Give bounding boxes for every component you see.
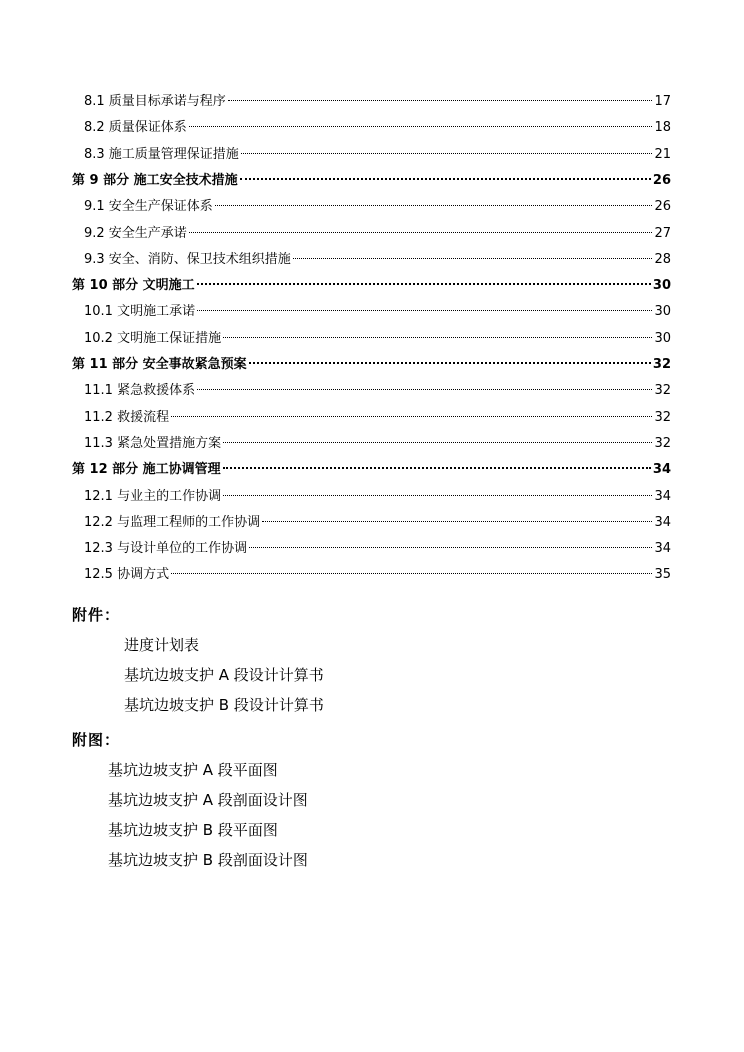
toc-page-number: 30 (652, 278, 671, 293)
toc-page-number: 17 (654, 94, 671, 109)
toc-entry-title: 11.2 救援流程 (84, 410, 170, 425)
toc-section-entry[interactable] (84, 249, 671, 271)
toc-page-number: 35 (654, 567, 671, 582)
toc-section-entry[interactable] (84, 196, 671, 218)
toc-dot-leader (223, 442, 652, 443)
toc-page-number: 18 (654, 120, 671, 135)
toc-dot-leader (249, 362, 651, 364)
toc-entry-title: 10.1 文明施工承诺 (84, 304, 196, 319)
attachment-item: 进度计划表 (124, 636, 200, 654)
toc-page-number: 21 (654, 147, 671, 162)
toc-section-entry[interactable] (84, 301, 671, 323)
toc-page-number: 27 (654, 226, 671, 241)
toc-page-number: 34 (654, 515, 671, 530)
toc-dot-leader (293, 258, 653, 259)
toc-dot-leader (197, 310, 652, 311)
toc-section-entry[interactable] (84, 433, 671, 455)
toc-entry-title: 8.2 质量保证体系 (84, 120, 187, 135)
toc-dot-leader (189, 126, 653, 127)
toc-page-number: 32 (654, 383, 671, 398)
toc-entry-title: 8.3 施工质量管理保证措施 (84, 147, 239, 162)
toc-entry-title: 9.3 安全、消防、保卫技术组织措施 (84, 252, 291, 267)
toc-dot-leader (223, 337, 652, 338)
toc-section-entry[interactable] (84, 380, 671, 402)
toc-entry-title: 12.2 与监理工程师的工作协调 (84, 515, 261, 530)
toc-page-number: 26 (652, 173, 671, 188)
toc-entry-title: 第 12 部分 施工协调管理 (72, 462, 221, 477)
toc-dot-leader (171, 416, 652, 417)
attachment-item: 基坑边坡支护 A 段设计计算书 (124, 666, 324, 684)
toc-dot-leader (228, 100, 653, 101)
drawings-heading: 附图： (72, 731, 121, 749)
toc-entry-title: 11.3 紧急处置措施方案 (84, 436, 222, 451)
toc-dot-leader (223, 495, 652, 496)
toc-entry-title: 第 9 部分 施工安全技术措施 (72, 173, 238, 188)
attachments-heading: 附件： (72, 606, 121, 624)
toc-chapter-entry[interactable] (72, 459, 671, 481)
toc-section-entry[interactable] (84, 223, 671, 245)
toc-page-number: 34 (654, 541, 671, 556)
toc-section-entry[interactable] (84, 144, 671, 166)
drawing-item: 基坑边坡支护 B 段平面图 (108, 821, 278, 839)
toc-entry-title: 12.3 与设计单位的工作协调 (84, 541, 248, 556)
toc-dot-leader (197, 283, 651, 285)
toc-dot-leader (189, 232, 653, 233)
toc-section-entry[interactable] (84, 538, 671, 560)
toc-entry-title: 8.1 质量目标承诺与程序 (84, 94, 226, 109)
toc-dot-leader (262, 521, 652, 522)
toc-page-number: 34 (654, 489, 671, 504)
toc-dot-leader (171, 573, 652, 574)
toc-section-entry[interactable] (84, 91, 671, 113)
toc-entry-title: 9.1 安全生产保证体系 (84, 199, 213, 214)
toc-page-number: 30 (654, 331, 671, 346)
toc-entry-title: 9.2 安全生产承诺 (84, 226, 187, 241)
toc-dot-leader (249, 547, 652, 548)
toc-chapter-entry[interactable] (72, 354, 671, 376)
toc-entry-title: 第 11 部分 安全事故紧急预案 (72, 357, 247, 372)
toc-page-number: 32 (654, 436, 671, 451)
toc-dot-leader (241, 153, 653, 154)
drawing-item: 基坑边坡支护 B 段剖面设计图 (108, 851, 308, 869)
toc-section-entry[interactable] (84, 407, 671, 429)
toc-page-number: 32 (654, 410, 671, 425)
toc-section-entry[interactable] (84, 486, 671, 508)
toc-page-number: 26 (654, 199, 671, 214)
toc-entry-title: 12.1 与业主的工作协调 (84, 489, 222, 504)
toc-dot-leader (240, 178, 651, 180)
toc-dot-leader (215, 205, 653, 206)
toc-section-entry[interactable] (84, 328, 671, 350)
toc-page-number: 34 (652, 462, 671, 477)
toc-entry-title: 第 10 部分 文明施工 (72, 278, 195, 293)
drawing-item: 基坑边坡支护 A 段平面图 (108, 761, 278, 779)
toc-page-number: 28 (654, 252, 671, 267)
toc-dot-leader (223, 467, 651, 469)
toc-dot-leader (197, 389, 652, 390)
toc-entry-title: 11.1 紧急救援体系 (84, 383, 196, 398)
attachment-item: 基坑边坡支护 B 段设计计算书 (124, 696, 324, 714)
toc-entry-title: 12.5 协调方式 (84, 567, 170, 582)
toc-page-number: 30 (654, 304, 671, 319)
drawing-item: 基坑边坡支护 A 段剖面设计图 (108, 791, 308, 809)
toc-chapter-entry[interactable] (72, 170, 671, 192)
toc-page-number: 32 (652, 357, 671, 372)
toc-entry-title: 10.2 文明施工保证措施 (84, 331, 222, 346)
toc-section-entry[interactable] (84, 512, 671, 534)
toc-chapter-entry[interactable] (72, 275, 671, 297)
toc-section-entry[interactable] (84, 117, 671, 139)
toc-section-entry[interactable] (84, 564, 671, 586)
